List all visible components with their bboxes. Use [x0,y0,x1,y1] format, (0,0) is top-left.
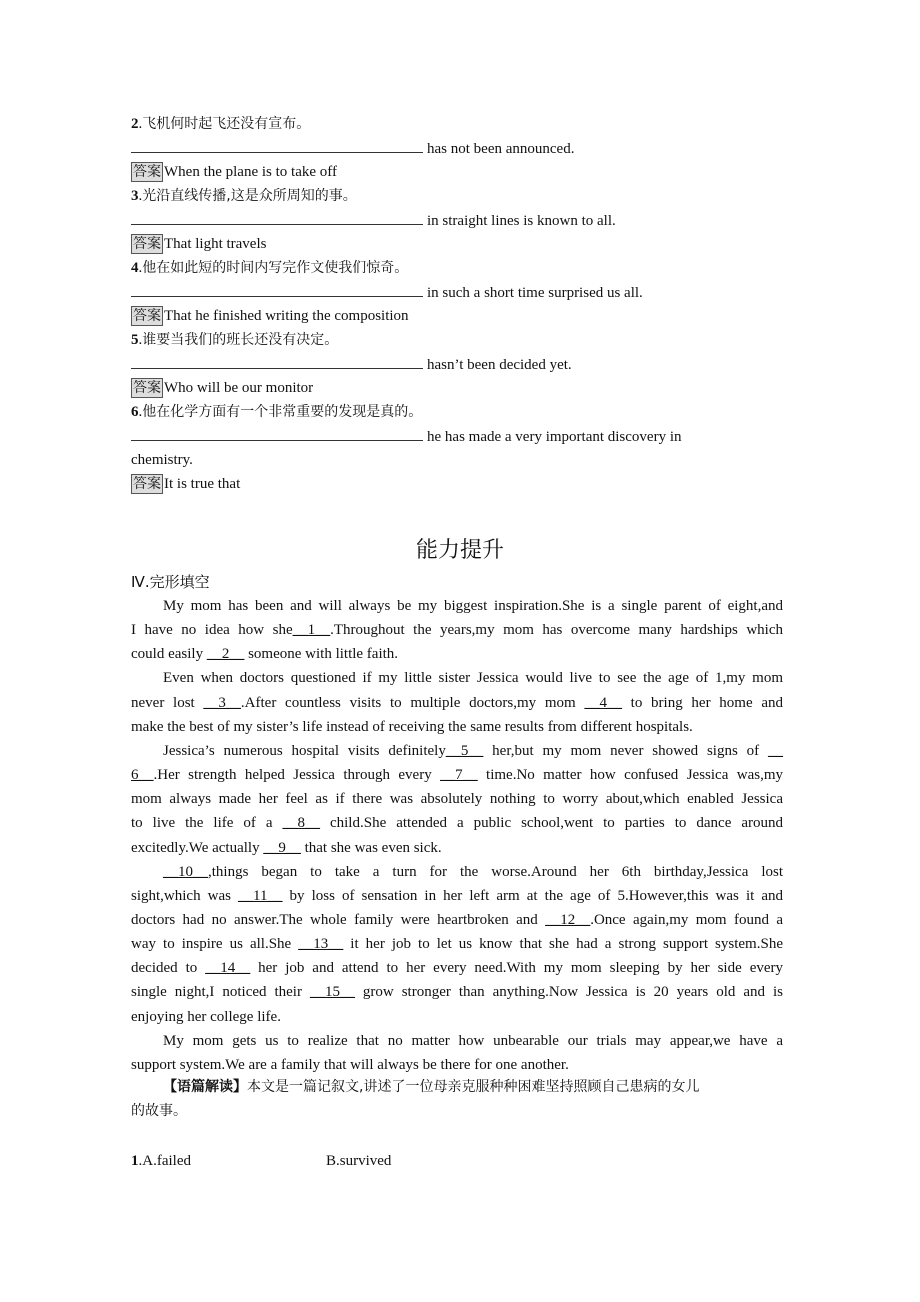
prompt-text: 谁要当我们的班长还没有决定。 [142,332,339,348]
passage-line [131,1007,783,1027]
fill-line [131,138,574,159]
passage-line [131,1055,783,1075]
cloze-blank[interactable]: __14__ [205,960,251,977]
passage-text: .After countless visits to multiple doctors,my mom [240,694,585,711]
passage-text: .Her strength helped Jessica through every [153,767,441,784]
sentence-suffix: has not been announced. [427,141,575,157]
section-title: 能力提升 [415,538,504,563]
sentence-suffix: in straight lines is known to all. [427,213,616,229]
question-1 [131,1151,392,1171]
passage-line [131,693,783,713]
passage-text: support system.We are a family that will always be there for one another. [131,1056,569,1073]
answer-blank[interactable] [131,210,423,225]
passage-text: My mom gets us to realize that no matter how unbearable our trials may appear,we have a [163,1032,783,1049]
passage-text: .Once again,my mom found a [590,911,783,928]
passage-text: mom always made her feel as if there was absolutely nothing to worry about,which enabled Jessica [131,791,783,808]
passage-line [131,644,783,664]
answer-line [131,162,337,182]
translation-prompt: 2.飞机何时起飞还没有宣布。 [131,116,311,132]
passage-line [131,982,783,1002]
passage-text: her,but my mom never showed signs of [483,742,768,759]
cloze-blank[interactable]: __10__ [163,863,208,880]
passage-line [131,886,783,906]
fill-line [131,354,572,375]
passage-line [131,789,783,809]
passage-text: .Throughout the years,my mom has overcome many hardships which [330,622,783,639]
sentence-suffix: hasn’t been decided yet. [427,357,572,373]
item-number: 4 [131,260,139,276]
answer-line [131,378,313,398]
passage-text: by loss of sensation in her left arm at the age of 5.However,this was it and [282,887,783,904]
passage-text: time.No matter how confused Jessica was,my [477,767,784,784]
cloze-blank[interactable]: __13__ [298,936,344,953]
passage-text: I have no idea how she [131,622,293,639]
passage-text: to live the life of a [131,815,283,832]
passage-text: excitedly.We actually [131,839,264,856]
passage-text: sight,which was [131,887,239,904]
sentence-suffix-cont: chemistry. [131,452,193,468]
answer-blank[interactable] [131,354,423,369]
sentence-suffix: in such a short time surprised us all. [427,285,643,301]
translation-prompt: 4.他在如此短的时间内写完作文使我们惊奇。 [131,260,409,276]
fill-line [131,210,616,231]
answer-line [131,234,266,254]
cloze-blank[interactable]: __9__ [263,839,301,856]
question-number: 1 [131,1153,139,1169]
passage-line [131,765,783,785]
cloze-blank[interactable]: __2__ [206,646,245,663]
passage-text: her job and attend to her every need.With my mom sleeping by her side every [250,960,784,977]
passage-line [131,958,783,978]
passage-text: doctors had no answer.The whole family were heartbroken and [131,911,546,928]
answer-text: When the plane is to take off [164,164,337,180]
passage-text: Jessica’s numerous hospital visits definitely [163,742,446,759]
passage-text: My mom has been and will always be my biggest inspiration.She is a single parent of eight,and [163,598,783,614]
prompt-text: 飞机何时起飞还没有宣布。 [142,116,311,132]
passage-text: make the best of my sister’s life instead of receiving the same results from different hospitals. [131,718,693,735]
answer-blank[interactable] [131,138,423,153]
cloze-blank[interactable]: 6__ [131,767,154,784]
cloze-blank[interactable]: __8__ [282,815,320,832]
prompt-text: 他在化学方面有一个非常重要的发现是真的。 [142,404,423,420]
answer-blank[interactable] [131,282,423,297]
prompt-text: 他在如此短的时间内写完作文使我们惊奇。 [142,260,409,276]
translation-prompt: 3.光沿直线传播,这是众所周知的事。 [131,188,357,204]
translation-prompt: 5.谁要当我们的班长还没有决定。 [131,332,339,348]
passage-line [131,934,783,954]
cloze-blank[interactable]: __5__ [445,742,484,759]
answer-text: It is true that [164,476,241,492]
option-b: B.survived [326,1153,392,1169]
passage-text: that she was even sick. [300,839,442,856]
passage-text: never lost [131,694,204,711]
prompt-text: 光沿直线传播,这是众所周知的事。 [142,188,357,204]
passage-text: grow stronger than anything.Now Jessica is 20 years old and is [354,984,783,1001]
passage-line [131,813,783,833]
passage-line [131,910,783,930]
cloze-blank[interactable]: __1__ [292,622,331,639]
passage-text: decided to [131,960,206,977]
passage-text: enjoying her college life. [131,1008,281,1025]
item-number: 2 [131,116,139,132]
fill-line [131,426,682,447]
answer-blank[interactable] [131,426,423,441]
cloze-blank[interactable]: __7__ [440,767,478,784]
passage-line [131,741,783,761]
passage-line [131,838,783,858]
answer-badge: 答案 [133,308,161,324]
answer-line [131,474,240,494]
sentence-suffix: he has made a very important discovery in [427,429,682,445]
answer-text: That light travels [164,236,267,252]
answer-badge: 答案 [133,476,161,492]
translation-prompt: 6.他在化学方面有一个非常重要的发现是真的。 [131,404,423,420]
passage-line [131,717,783,737]
interpretation-text: 本文是一篇记叙文,讲述了一位母亲克服种种困难坚持照顾自己患病的女儿 [247,1079,700,1095]
interpretation-label: 【语篇解读】 [163,1079,247,1095]
passage-text: Even when doctors questioned if my little sister Jessica would live to see the age of 1,my mom [163,670,783,687]
passage-text: child.She attended a public school,went to parties to dance around [320,815,783,832]
cloze-blank[interactable]: __11__ [238,887,283,904]
interpretation-line [131,1077,783,1097]
answer-badge: 答案 [133,380,161,396]
passage-line [131,620,783,640]
passage-text: could easily [131,646,207,663]
cloze-blank[interactable]: __ [767,742,783,759]
passage-text: someone with little faith. [244,646,399,663]
cloze-blank[interactable]: __12__ [545,911,591,928]
fill-line [131,282,643,303]
cloze-blank[interactable]: __3__ [203,694,241,711]
section-heading: Ⅳ.完形填空 [131,573,210,591]
passage-line [131,862,783,882]
passage-line [131,668,783,688]
passage-text: way to inspire us all.She [131,936,299,953]
cloze-blank[interactable]: __15__ [309,984,355,1001]
item-number: 3 [131,188,139,204]
passage-text: ,things began to take a turn for the worse.Around her 6th birthday,Jessica lost [208,863,783,880]
option-a: .A.failed [138,1153,191,1169]
answer-text: That he finished writing the composition [164,308,409,324]
passage-text: it her job to let us know that she had a strong support system.She [343,936,783,953]
answer-badge: 答案 [133,164,161,180]
passage-line [131,1031,783,1051]
item-number: 5 [131,332,139,348]
answer-line [131,306,409,326]
passage-text: to bring her home and [621,694,783,711]
item-number: 6 [131,404,139,420]
passage-line [131,596,783,616]
answer-text: Who will be our monitor [164,380,314,396]
interpretation-text-cont: 的故事。 [131,1103,187,1119]
cloze-blank[interactable]: __4__ [584,694,622,711]
answer-badge: 答案 [133,236,161,252]
passage-text: single night,I noticed their [131,984,310,1001]
